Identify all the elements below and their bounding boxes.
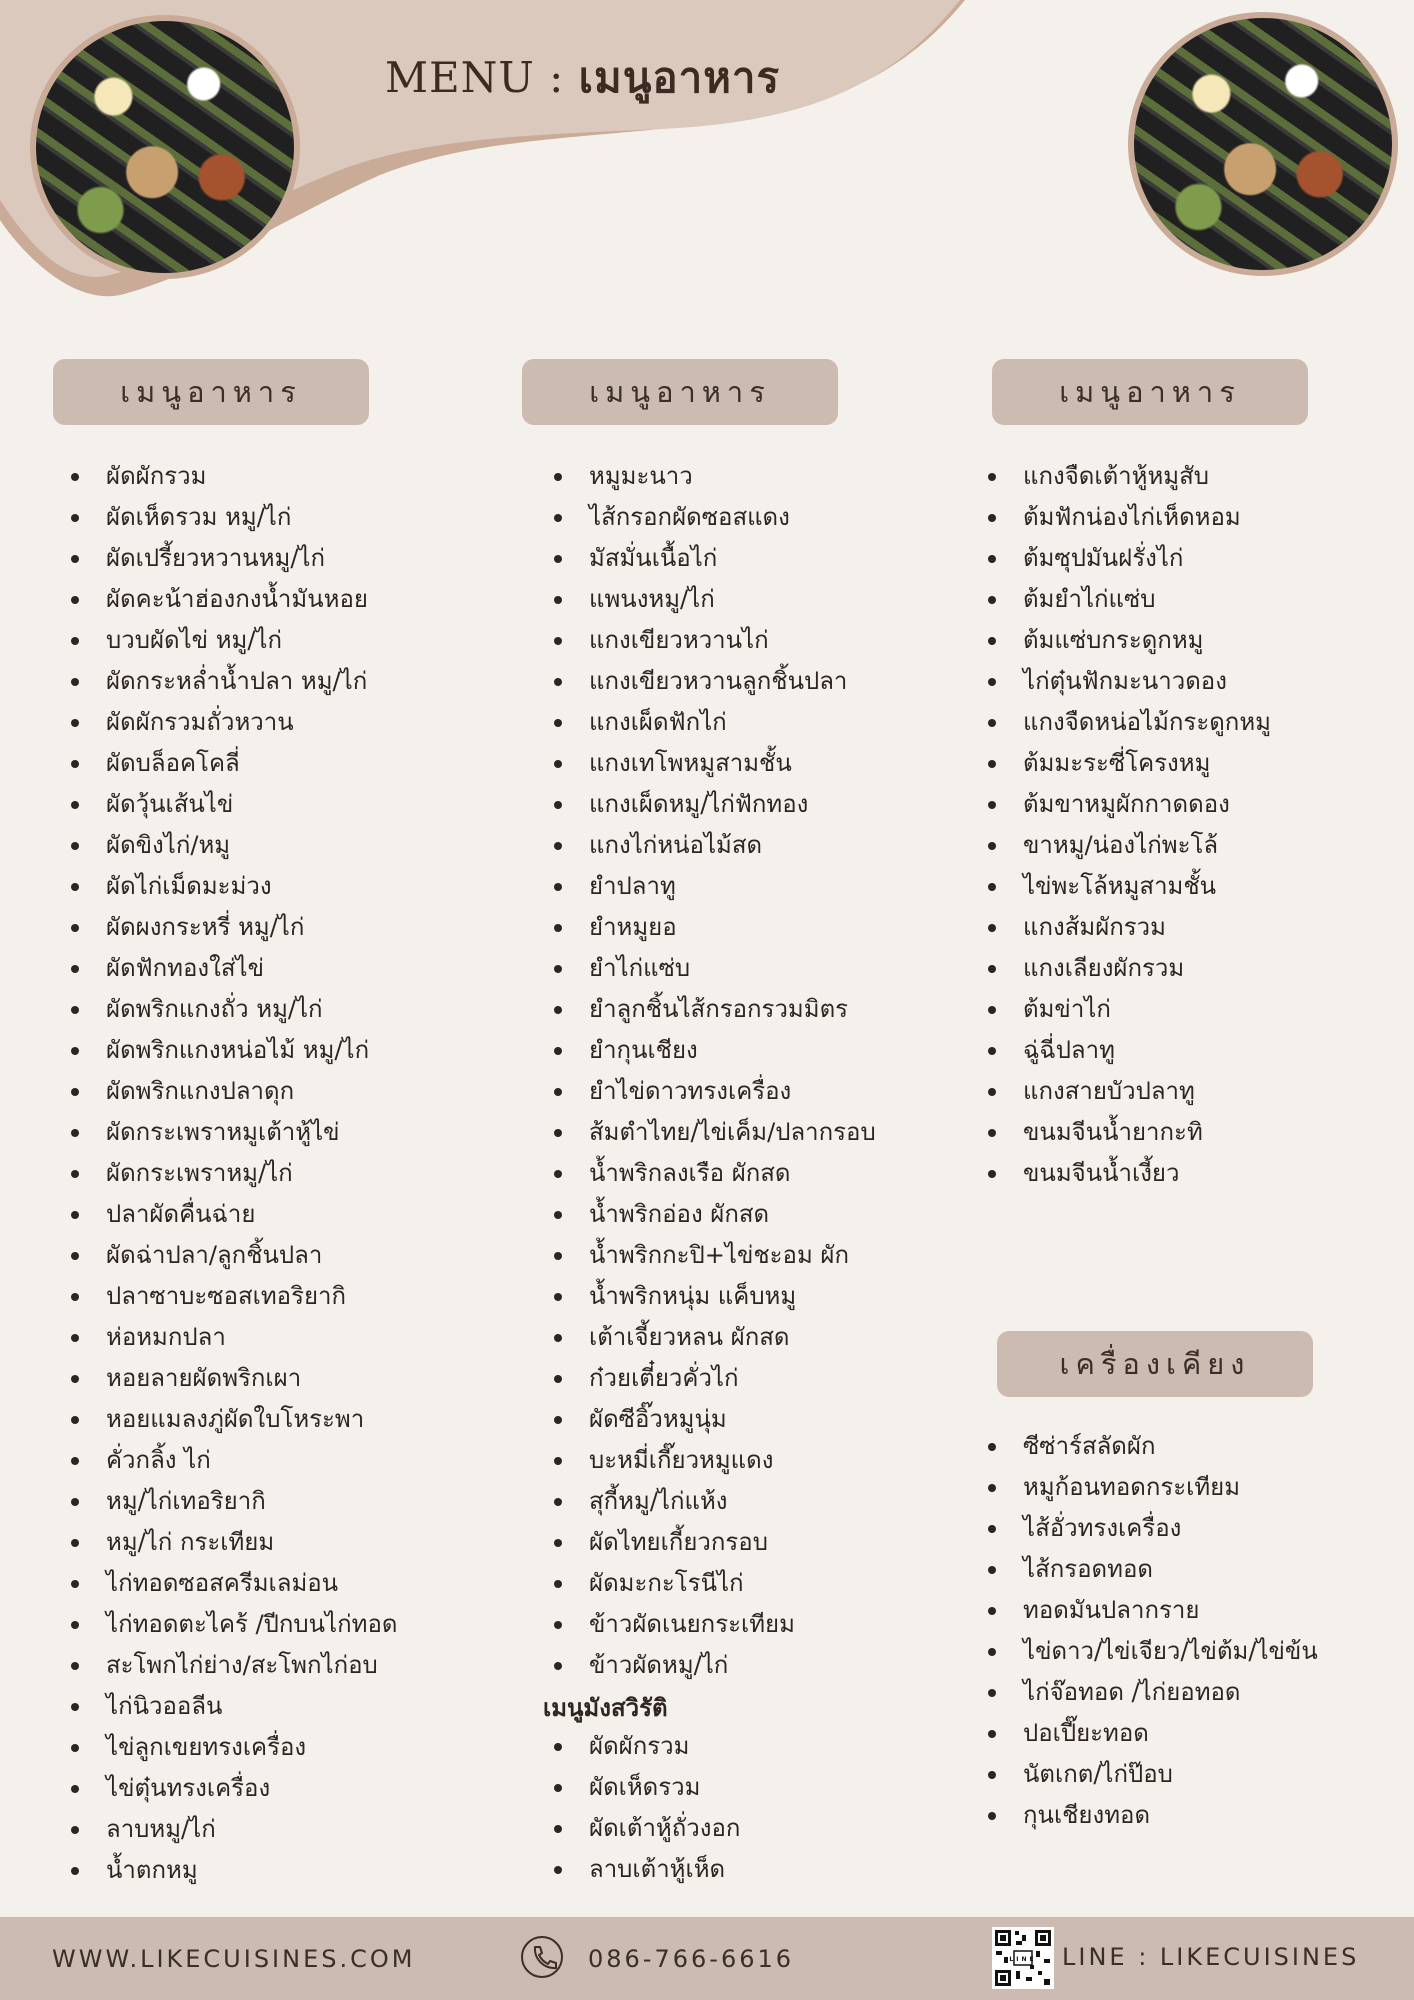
menu-item: ผัดพริกแกงหน่อไม้ หมู/ไก่ bbox=[71, 1030, 397, 1071]
side-dish-item: กุนเชียงทอด bbox=[988, 1795, 1318, 1836]
vegetarian-menu-item: ลาบเต้าหู้เห็ด bbox=[554, 1849, 740, 1890]
food-box-photo-right bbox=[1128, 12, 1398, 276]
menu-item: แกงเขียวหวานลูกชิ้นปลา bbox=[554, 661, 876, 702]
menu-item: ผัดฟักทองใส่ไข่ bbox=[71, 948, 397, 989]
vegetarian-heading: เมนูมังสวิรัติ bbox=[543, 1694, 668, 1722]
menu-item: ยำกุนเชียง bbox=[554, 1030, 876, 1071]
menu-item: ไข่ตุ๋นทรงเครื่อง bbox=[71, 1768, 397, 1809]
menu-item: ผัดมะกะโรนีไก่ bbox=[554, 1563, 876, 1604]
menu-item: ไก่ตุ๋นฟักมะนาวดอง bbox=[988, 661, 1271, 702]
food-box-photo-left bbox=[30, 15, 300, 279]
menu-item: หอยแมลงภู่ผัดใบโหระพา bbox=[71, 1399, 397, 1440]
side-dish-item: ไส้กรอดทอด bbox=[988, 1549, 1318, 1590]
menu-item: หอยลายผัดพริกเผา bbox=[71, 1358, 397, 1399]
menu-item: น้ำพริกลงเรือ ผักสด bbox=[554, 1153, 876, 1194]
column-2-header: เมนูอาหาร bbox=[522, 359, 838, 425]
menu-item: แกงไก่หน่อไม้สด bbox=[554, 825, 876, 866]
menu-item: ขนมจีนน้ำยากะทิ bbox=[988, 1112, 1271, 1153]
menu-item: แกงจืดเต้าหู้หมูสับ bbox=[988, 456, 1271, 497]
side-dishes-header: เครื่องเคียง bbox=[997, 1331, 1313, 1397]
menu-item: ผัดกระหล่ำน้ำปลา หมู/ไก่ bbox=[71, 661, 397, 702]
menu-item: ผัดผักรวม bbox=[71, 456, 397, 497]
svg-text:LINE: LINE bbox=[1009, 1956, 1037, 1963]
line-id: LINE : LIKECUISINES bbox=[1062, 1943, 1360, 1971]
menu-item: บะหมี่เกี๊ยวหมูแดง bbox=[554, 1440, 876, 1481]
menu-item: ผัดไทยเกี้ยวกรอบ bbox=[554, 1522, 876, 1563]
column-3-menu-list bbox=[988, 456, 1271, 1194]
page-title bbox=[385, 45, 780, 111]
menu-item: แกงเทโพหมูสามชั้น bbox=[554, 743, 876, 784]
menu-item: แกงเลียงผักรวม bbox=[988, 948, 1271, 989]
menu-item: ห่อหมกปลา bbox=[71, 1317, 397, 1358]
title-th: เมนูอาหาร bbox=[578, 53, 781, 102]
column-1-header: เมนูอาหาร bbox=[53, 359, 369, 425]
menu-item: ยำลูกชิ้นไส้กรอกรวมมิตร bbox=[554, 989, 876, 1030]
menu-item: ต้มฟักน่องไก่เห็ดหอม bbox=[988, 497, 1271, 538]
vegetarian-menu-list bbox=[554, 1726, 740, 1890]
vegetarian-menu-item: ผัดเห็ดรวม bbox=[554, 1767, 740, 1808]
menu-item: ฉู่ฉี่ปลาทู bbox=[988, 1030, 1271, 1071]
menu-item: ส้มตำไทย/ไข่เค็ม/ปลากรอบ bbox=[554, 1112, 876, 1153]
menu-item: แกงส้มผักรวม bbox=[988, 907, 1271, 948]
menu-item: ยำไก่แซ่บ bbox=[554, 948, 876, 989]
vegetarian-menu-item: ผัดเต้าหู้ถั่วงอก bbox=[554, 1808, 740, 1849]
column-2-menu-list bbox=[554, 456, 876, 1686]
menu-item: ผัดผักรวมถั่วหวาน bbox=[71, 702, 397, 743]
menu-item: ลาบหมู/ไก่ bbox=[71, 1809, 397, 1850]
menu-item: ขนมจีนน้ำเงี้ยว bbox=[988, 1153, 1271, 1194]
menu-item: ก๋วยเตี๋ยวคั่วไก่ bbox=[554, 1358, 876, 1399]
menu-item: ต้มซุปมันฝรั่งไก่ bbox=[988, 538, 1271, 579]
menu-item: ยำไข่ดาวทรงเครื่อง bbox=[554, 1071, 876, 1112]
side-dish-item: ซีซ่าร์สลัดผัก bbox=[988, 1426, 1318, 1467]
menu-item: บวบผัดไข่ หมู/ไก่ bbox=[71, 620, 397, 661]
phone-icon bbox=[520, 1935, 564, 1979]
menu-item: ต้มมะระซี่โครงหมู bbox=[988, 743, 1271, 784]
side-dish-item: นัตเกต/ไก่ป๊อบ bbox=[988, 1754, 1318, 1795]
line-qr-code bbox=[992, 1927, 1054, 1989]
menu-item: ผัดพริกแกงถั่ว หมู/ไก่ bbox=[71, 989, 397, 1030]
side-dish-item: ปอเปี๊ยะทอด bbox=[988, 1713, 1318, 1754]
menu-item: น้ำพริกหนุ่ม แค็บหมู bbox=[554, 1276, 876, 1317]
menu-item: หมูมะนาว bbox=[554, 456, 876, 497]
menu-item: ต้มยำไก่แซ่บ bbox=[988, 579, 1271, 620]
menu-item: ผัดซีอิ๊วหมูนุ่ม bbox=[554, 1399, 876, 1440]
menu-item: ปลาซาบะซอสเทอริยากิ bbox=[71, 1276, 397, 1317]
menu-item: ยำปลาทู bbox=[554, 866, 876, 907]
menu-item: แกงจืดหน่อไม้กระดูกหมู bbox=[988, 702, 1271, 743]
menu-item: ไส้กรอกผัดซอสแดง bbox=[554, 497, 876, 538]
side-dish-item: ไส้อั่วทรงเครื่อง bbox=[988, 1508, 1318, 1549]
menu-item: ไก่นิวออลีน bbox=[71, 1686, 397, 1727]
website-link[interactable]: WWW.LIKECUISINES.COM bbox=[52, 1945, 416, 1973]
menu-item: ปลาผัดคื่นฉ่าย bbox=[71, 1194, 397, 1235]
menu-item: แกงเผ็ดฟักไก่ bbox=[554, 702, 876, 743]
menu-item: น้ำพริกกะปิ+ไข่ชะอม ผัก bbox=[554, 1235, 876, 1276]
phone-number: 086-766-6616 bbox=[588, 1945, 795, 1973]
menu-item: หมู/ไก่ กระเทียม bbox=[71, 1522, 397, 1563]
menu-item: ไก่ทอดซอสครีมเลม่อน bbox=[71, 1563, 397, 1604]
menu-item: ไข่พะโล้หมูสามชั้น bbox=[988, 866, 1271, 907]
footer-bar bbox=[0, 1917, 1414, 2000]
menu-item: ผัดวุ้นเส้นไข่ bbox=[71, 784, 397, 825]
side-dish-item: ไก่จ๊อทอด /ไก่ยอทอด bbox=[988, 1672, 1318, 1713]
menu-item: ผัดกระเพราหมู/ไก่ bbox=[71, 1153, 397, 1194]
menu-item: เต้าเจี้ยวหลน ผักสด bbox=[554, 1317, 876, 1358]
menu-item: หมู/ไก่เทอริยากิ bbox=[71, 1481, 397, 1522]
side-dish-item: ไข่ดาว/ไข่เจียว/ไข่ต้ม/ไข่ข้น bbox=[988, 1631, 1318, 1672]
menu-item: สะโพกไก่ย่าง/สะโพกไก่อบ bbox=[71, 1645, 397, 1686]
menu-item: ขาหมู/น่องไก่พะโล้ bbox=[988, 825, 1271, 866]
menu-item: น้ำพริกอ่อง ผักสด bbox=[554, 1194, 876, 1235]
menu-item: ต้มแซ่บกระดูกหมู bbox=[988, 620, 1271, 661]
menu-item: แกงสายบัวปลาทู bbox=[988, 1071, 1271, 1112]
menu-item: ผัดขิงไก่/หมู bbox=[71, 825, 397, 866]
menu-item: ผัดเปรี้ยวหวานหมู/ไก่ bbox=[71, 538, 397, 579]
menu-item: น้ำตกหมู bbox=[71, 1850, 397, 1891]
menu-item: ผัดคะน้าฮ่องกงน้ำมันหอย bbox=[71, 579, 397, 620]
menu-item: ข้าวผัดเนยกระเทียม bbox=[554, 1604, 876, 1645]
side-dishes-list bbox=[988, 1426, 1318, 1836]
menu-item: แกงเผ็ดหมู/ไก่ฟักทอง bbox=[554, 784, 876, 825]
side-dish-item: หมูก้อนทอดกระเทียม bbox=[988, 1467, 1318, 1508]
menu-item: แพนงหมู/ไก่ bbox=[554, 579, 876, 620]
menu-item: ต้มข่าไก่ bbox=[988, 989, 1271, 1030]
menu-item: ผัดบล็อคโคลี่ bbox=[71, 743, 397, 784]
menu-item: ผัดผงกระหรี่ หมู/ไก่ bbox=[71, 907, 397, 948]
column-1-menu-list bbox=[71, 456, 397, 1891]
vegetarian-menu-item: ผัดผักรวม bbox=[554, 1726, 740, 1767]
menu-item: ผัดไก่เม็ดมะม่วง bbox=[71, 866, 397, 907]
menu-item: สุกี้หมู/ไก่แห้ง bbox=[554, 1481, 876, 1522]
title-en: MENU : bbox=[385, 53, 579, 102]
menu-item: คั่วกลิ้ง ไก่ bbox=[71, 1440, 397, 1481]
menu-item: มัสมั่นเนื้อไก่ bbox=[554, 538, 876, 579]
menu-item: ข้าวผัดหมู/ไก่ bbox=[554, 1645, 876, 1686]
menu-item: ยำหมูยอ bbox=[554, 907, 876, 948]
menu-item: ผัดกระเพราหมูเต้าหู้ไข่ bbox=[71, 1112, 397, 1153]
menu-item: ไก่ทอดตะไคร้ /ปีกบนไก่ทอด bbox=[71, 1604, 397, 1645]
menu-item: แกงเขียวหวานไก่ bbox=[554, 620, 876, 661]
column-3-header: เมนูอาหาร bbox=[992, 359, 1308, 425]
menu-item: ต้มขาหมูผักกาดดอง bbox=[988, 784, 1271, 825]
menu-item: ผัดเห็ดรวม หมู/ไก่ bbox=[71, 497, 397, 538]
menu-item: ไข่ลูกเขยทรงเครื่อง bbox=[71, 1727, 397, 1768]
side-dish-item: ทอดมันปลากราย bbox=[988, 1590, 1318, 1631]
menu-item: ผัดพริกแกงปลาดุก bbox=[71, 1071, 397, 1112]
menu-item: ผัดฉ่าปลา/ลูกชิ้นปลา bbox=[71, 1235, 397, 1276]
